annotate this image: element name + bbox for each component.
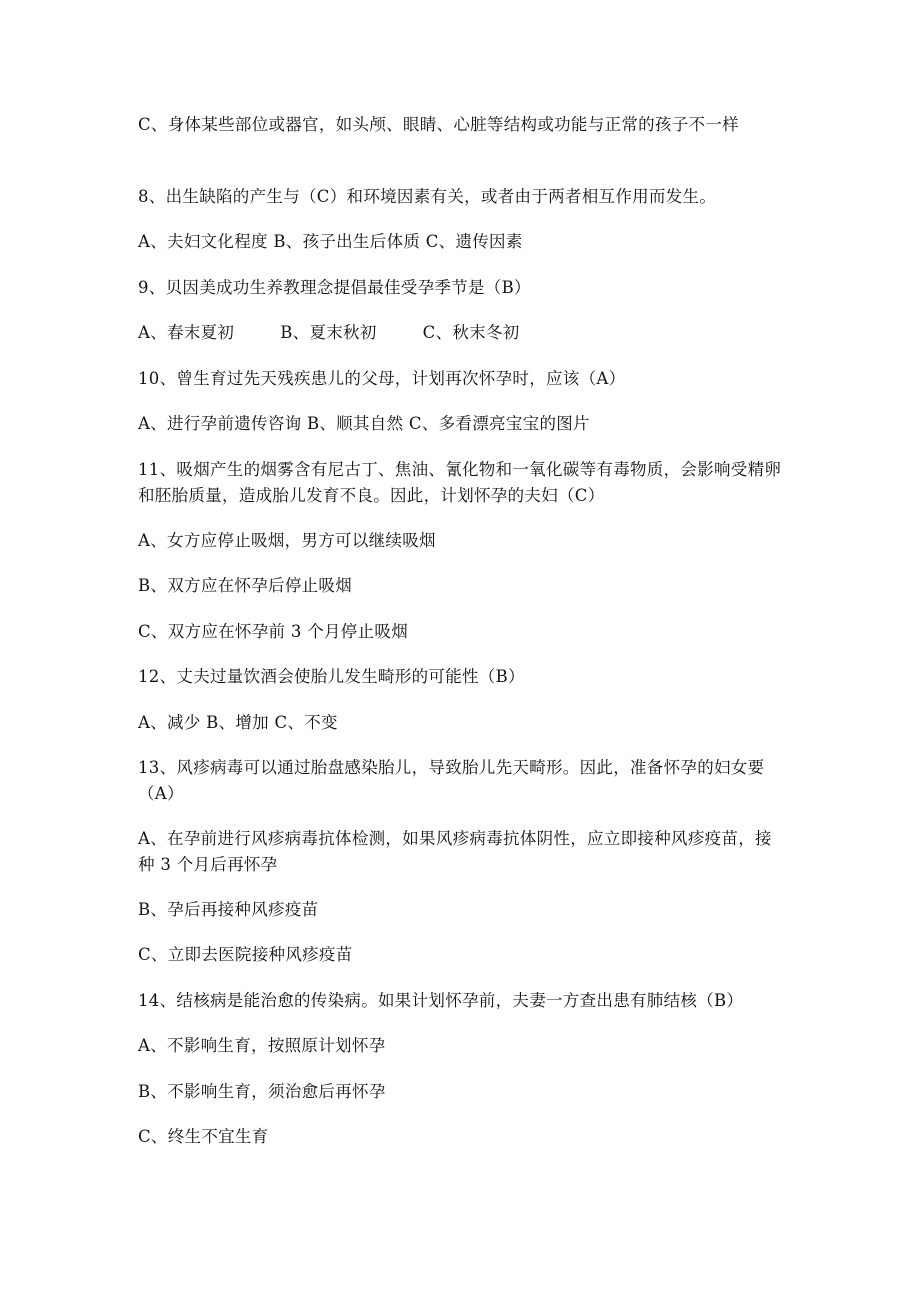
question-13-option-c: C、立即去医院接种风疹疫苗 — [138, 945, 353, 964]
question-14: 14、结核病是能治愈的传染病。如果计划怀孕前，夫妻一方查出患有肺结核（B） — [138, 991, 744, 1010]
question-13: 13、风疹病毒可以通过胎盘感染胎儿，导致胎儿先天畸形。因此，准备怀孕的妇女要（A） — [138, 758, 765, 803]
question-11: 11、吸烟产生的烟雾含有尼古丁、焦油、氰化物和一氧化碳等有毒物质，会影响受精卵和胚胎质量，造成胎儿发育不良。因此，计划怀孕的夫妇（C） — [138, 460, 782, 505]
paragraph: C、身体某些部位或器官，如头颅、眼睛、心脏等结构或功能与正常的孩子不一样 — [138, 115, 739, 134]
question-14-option-a: A、不影响生育，按照原计划怀孕 — [138, 1036, 386, 1055]
question-11-option-c: C、双方应在怀孕前 3 个月停止吸烟 — [138, 622, 409, 641]
option-b: B、夏末秋初 — [280, 323, 377, 342]
question-12-options: A、减少 B、增加 C、不变 — [138, 713, 338, 732]
option-a: A、春末夏初 — [138, 323, 235, 342]
option-c: C、秋末冬初 — [422, 323, 520, 342]
question-10-options: A、进行孕前遗传咨询 B、顺其自然 C、多看漂亮宝宝的图片 — [138, 414, 590, 433]
question-13-option-b: B、孕后再接种风疹疫苗 — [138, 900, 319, 919]
question-9: 9、贝因美成功生养教理念提倡最佳受孕季节是（B） — [138, 278, 531, 297]
question-11-option-b: B、双方应在怀孕后停止吸烟 — [138, 576, 353, 595]
question-8-options: A、夫妇文化程度 B、孩子出生后体质 C、遗传因素 — [138, 232, 523, 251]
question-12: 12、丈夫过量饮酒会使胎儿发生畸形的可能性（B） — [138, 667, 525, 686]
question-14-option-b: B、不影响生育，须治愈后再怀孕 — [138, 1082, 386, 1101]
question-8: 8、出生缺陷的产生与（C）和环境因素有关，或者由于两者相互作用而发生。 — [138, 187, 717, 206]
question-10: 10、曾生育过先天残疾患儿的父母，计划再次怀孕时，应该（A） — [138, 369, 626, 388]
question-11-option-a: A、女方应停止吸烟，男方可以继续吸烟 — [138, 531, 436, 550]
question-13-option-a: A、在孕前进行风疹病毒抗体检测，如果风疹病毒抗体阴性，应立即接种风疹疫苗，接种 3 个月后再怀孕 — [138, 829, 772, 874]
question-14-option-c: C、终生不宜生育 — [138, 1127, 269, 1146]
question-9-options — [138, 320, 788, 346]
